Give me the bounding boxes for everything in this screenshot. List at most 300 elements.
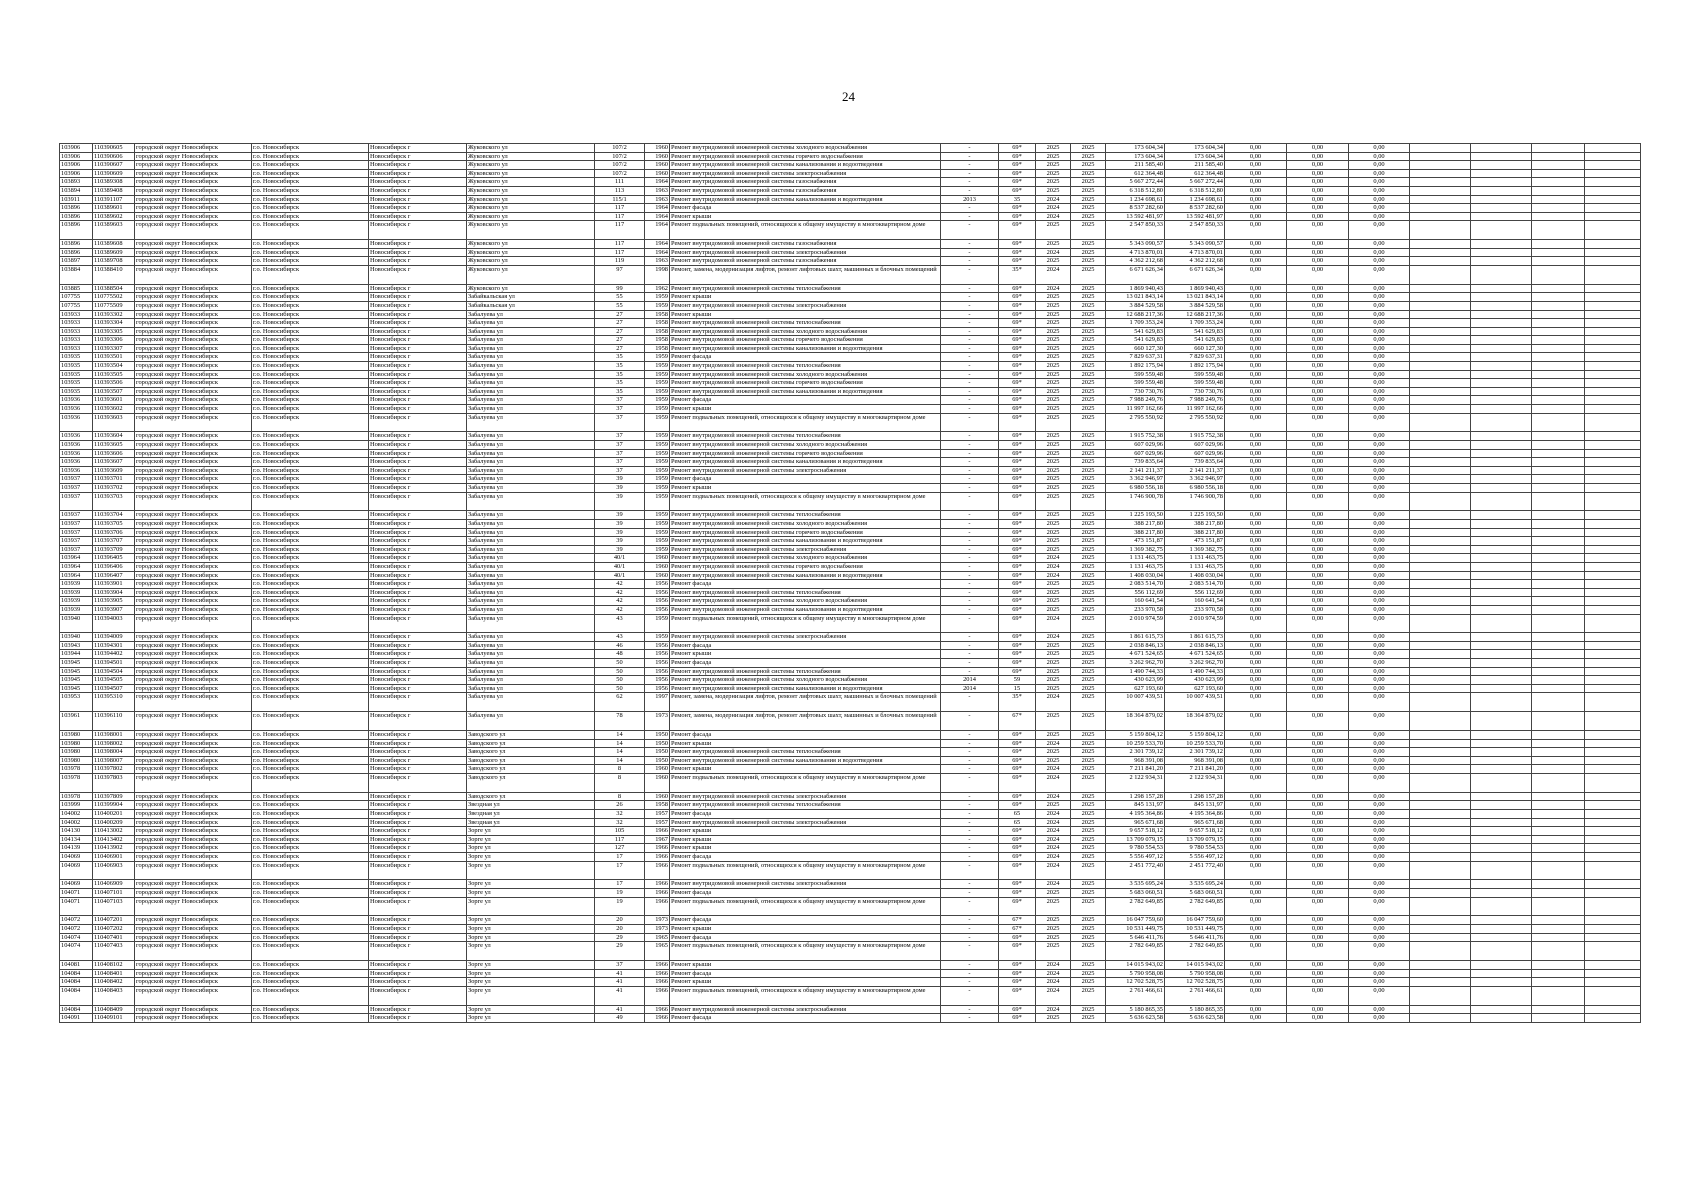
federal-cost-cell: 0,00 (1225, 588, 1287, 597)
work-type-cell: Ремонт фасада (670, 580, 941, 589)
table-row (60, 466, 1641, 475)
plan-year-cell: 2025 (1036, 916, 1071, 925)
extra-2-cell (1471, 336, 1532, 345)
street-cell: Забалуева ул (467, 344, 595, 353)
local-cost-cell: 0,00 (1349, 633, 1410, 642)
build-year-cell: 1966 (645, 897, 670, 916)
wear-percent-cell: 69* (999, 897, 1036, 916)
federal-cost-cell: 0,00 (1225, 633, 1287, 642)
municipality-cell: городской округ Новосибирск (135, 293, 252, 302)
house-number-cell: 27 (595, 327, 645, 336)
extra-4-cell (1585, 204, 1641, 213)
house-number-cell: 107/2 (595, 144, 645, 153)
federal-cost-cell: 0,00 (1225, 924, 1287, 933)
municipality-cell: городской округ Новосибирск (135, 667, 252, 676)
work-id-cell: 110393603 (93, 413, 135, 432)
extra-2-cell (1471, 152, 1532, 161)
table-row (60, 492, 1641, 511)
extra-2-cell (1471, 257, 1532, 266)
build-year-cell: 1956 (645, 597, 670, 606)
wear-percent-cell: 35* (999, 265, 1036, 284)
build-year-cell: 1959 (645, 413, 670, 432)
house-number-cell: 39 (595, 475, 645, 484)
extra-4-cell (1585, 916, 1641, 925)
municipality-cell: городской округ Новосибирск (135, 684, 252, 693)
work-type-cell: Ремонт, замена, модернизация лифтов, ремонт лифтовых шахт, машинных и блочных помещений (670, 265, 941, 284)
street-cell: Забалуева ул (467, 597, 595, 606)
house-id-cell: 103896 (60, 221, 93, 240)
work-id-cell: 110397809 (93, 792, 135, 801)
city-cell: Новосибирск г (369, 293, 467, 302)
table-row (60, 370, 1641, 379)
plan-year-cell: 2025 (1036, 597, 1071, 606)
municipality-cell: городской округ Новосибирск (135, 924, 252, 933)
extra-1-cell (1410, 432, 1471, 441)
work-id-cell: 110390607 (93, 161, 135, 170)
regional-cost-cell: 0,00 (1287, 519, 1349, 528)
regional-cost-cell: 0,00 (1287, 265, 1349, 284)
settlement-cell: г.о. Новосибирск (252, 257, 369, 266)
settlement-cell: г.о. Новосибирск (252, 212, 369, 221)
house-number-cell: 115/1 (595, 195, 645, 204)
house-id-cell: 103964 (60, 571, 93, 580)
house-number-cell: 40/1 (595, 562, 645, 571)
plan-year-end-cell: 2025 (1071, 370, 1106, 379)
federal-cost-cell: 0,00 (1225, 248, 1287, 257)
local-cost-cell: 0,00 (1349, 432, 1410, 441)
city-cell: Новосибирск г (369, 387, 467, 396)
build-year-cell: 1957 (645, 818, 670, 827)
extra-3-cell (1532, 240, 1585, 249)
regional-cost-cell: 0,00 (1287, 370, 1349, 379)
wear-percent-cell: 69* (999, 310, 1036, 319)
table-row (60, 195, 1641, 204)
house-id-cell: 103936 (60, 396, 93, 405)
extra-1-cell (1410, 396, 1471, 405)
city-cell: Новосибирск г (369, 818, 467, 827)
total-cost-cell: 627 193,60 (1106, 684, 1165, 693)
wear-percent-cell: 69* (999, 293, 1036, 302)
work-type-cell: Ремонт крыши (670, 844, 941, 853)
last-repair-year-cell: - (941, 152, 999, 161)
extra-4-cell (1585, 519, 1641, 528)
total-cost-cell: 388 217,80 (1106, 519, 1165, 528)
city-cell: Новосибирск г (369, 441, 467, 450)
build-year-cell: 1959 (645, 396, 670, 405)
extra-2-cell (1471, 571, 1532, 580)
build-year-cell: 1959 (645, 449, 670, 458)
work-type-cell: Ремонт внутридомовой инженерной системы теплоснабжения (670, 362, 941, 371)
wear-percent-cell: 67* (999, 924, 1036, 933)
municipality-cell: городской округ Новосибирск (135, 861, 252, 880)
municipality-cell: городской округ Новосибирск (135, 353, 252, 362)
last-repair-year-cell: - (941, 792, 999, 801)
local-cost-cell: 0,00 (1349, 554, 1410, 563)
extra-4-cell (1585, 466, 1641, 475)
house-id-cell: 104069 (60, 861, 93, 880)
table-row (60, 528, 1641, 537)
settlement-cell: г.о. Новосибирск (252, 960, 369, 969)
total-cost-cell: 5 180 865,35 (1106, 1005, 1165, 1014)
extra-3-cell (1532, 293, 1585, 302)
work-type-cell: Ремонт внутридомовой инженерной системы электроснабжения (670, 818, 941, 827)
work-id-cell: 110393601 (93, 396, 135, 405)
street-cell: Забалуева ул (467, 449, 595, 458)
local-cost-cell: 0,00 (1349, 511, 1410, 520)
settlement-cell: г.о. Новосибирск (252, 810, 369, 819)
city-cell: Новосибирск г (369, 748, 467, 757)
work-id-cell: 110413902 (93, 844, 135, 853)
extra-3-cell (1532, 396, 1585, 405)
extra-1-cell (1410, 449, 1471, 458)
wear-percent-cell: 69* (999, 396, 1036, 405)
regional-cost-cell: 0,00 (1287, 284, 1349, 293)
wear-percent-cell: 69* (999, 432, 1036, 441)
city-cell: Новосибирск г (369, 633, 467, 642)
municipality-cell: городской округ Новосибирск (135, 458, 252, 467)
work-id-cell: 110408102 (93, 960, 135, 969)
municipality-cell: городской округ Новосибирск (135, 152, 252, 161)
fund-cost-cell: 5 636 623,58 (1165, 1014, 1225, 1023)
city-cell: Новосибирск г (369, 933, 467, 942)
total-cost-cell: 2 782 649,85 (1106, 897, 1165, 916)
work-type-cell: Ремонт фасада (670, 475, 941, 484)
house-number-cell: 19 (595, 897, 645, 916)
plan-year-end-cell: 2025 (1071, 835, 1106, 844)
fund-cost-cell: 173 604,34 (1165, 144, 1225, 153)
house-id-cell: 104069 (60, 852, 93, 861)
extra-3-cell (1532, 387, 1585, 396)
federal-cost-cell: 0,00 (1225, 827, 1287, 836)
fund-cost-cell: 18 364 879,02 (1165, 712, 1225, 731)
municipality-cell: городской округ Новосибирск (135, 633, 252, 642)
plan-year-end-cell: 2025 (1071, 756, 1106, 765)
federal-cost-cell: 0,00 (1225, 240, 1287, 249)
plan-year-cell: 2024 (1036, 880, 1071, 889)
extra-3-cell (1532, 362, 1585, 371)
extra-2-cell (1471, 942, 1532, 961)
plan-year-cell: 2025 (1036, 641, 1071, 650)
extra-2-cell (1471, 327, 1532, 336)
city-cell: Новосибирск г (369, 405, 467, 414)
extra-4-cell (1585, 960, 1641, 969)
regional-cost-cell: 0,00 (1287, 344, 1349, 353)
work-type-cell: Ремонт фасада (670, 888, 941, 897)
city-cell: Новосибирск г (369, 537, 467, 546)
table-row (60, 362, 1641, 371)
municipality-cell: городской округ Новосибирск (135, 748, 252, 757)
last-repair-year-cell: - (941, 257, 999, 266)
extra-1-cell (1410, 835, 1471, 844)
federal-cost-cell: 0,00 (1225, 978, 1287, 987)
wear-percent-cell: 69* (999, 1014, 1036, 1023)
extra-2-cell (1471, 413, 1532, 432)
city-cell: Новосибирск г (369, 986, 467, 1005)
house-number-cell: 37 (595, 396, 645, 405)
settlement-cell: г.о. Новосибирск (252, 344, 369, 353)
fund-cost-cell: 1 369 382,75 (1165, 545, 1225, 554)
extra-4-cell (1585, 537, 1641, 546)
extra-3-cell (1532, 614, 1585, 633)
local-cost-cell: 0,00 (1349, 327, 1410, 336)
fund-cost-cell: 7 829 637,31 (1165, 353, 1225, 362)
fund-cost-cell: 10 259 533,70 (1165, 739, 1225, 748)
table-row (60, 835, 1641, 844)
settlement-cell: г.о. Новосибирск (252, 284, 369, 293)
build-year-cell: 1963 (645, 195, 670, 204)
house-id-cell: 103897 (60, 257, 93, 266)
total-cost-cell: 14 015 943,02 (1106, 960, 1165, 969)
municipality-cell: городской округ Новосибирск (135, 880, 252, 889)
house-id-cell: 103884 (60, 265, 93, 284)
local-cost-cell: 0,00 (1349, 712, 1410, 731)
street-cell: Забалуева ул (467, 659, 595, 668)
local-cost-cell: 0,00 (1349, 458, 1410, 467)
plan-year-cell: 2024 (1036, 554, 1071, 563)
settlement-cell: г.о. Новосибирск (252, 195, 369, 204)
local-cost-cell: 0,00 (1349, 212, 1410, 221)
extra-3-cell (1532, 492, 1585, 511)
build-year-cell: 1959 (645, 528, 670, 537)
extra-1-cell (1410, 667, 1471, 676)
build-year-cell: 1965 (645, 942, 670, 961)
street-cell: Зорге ул (467, 835, 595, 844)
build-year-cell: 1959 (645, 492, 670, 511)
federal-cost-cell: 0,00 (1225, 221, 1287, 240)
build-year-cell: 1957 (645, 810, 670, 819)
wear-percent-cell: 69* (999, 353, 1036, 362)
street-cell: Зорге ул (467, 916, 595, 925)
wear-percent-cell: 69* (999, 492, 1036, 511)
build-year-cell: 1959 (645, 633, 670, 642)
plan-year-end-cell: 2025 (1071, 379, 1106, 388)
work-type-cell: Ремонт внутридомовой инженерной системы холодного водоснабжения (670, 597, 941, 606)
street-cell: Забалуева ул (467, 614, 595, 633)
total-cost-cell: 5 667 272,44 (1106, 178, 1165, 187)
last-repair-year-cell: - (941, 511, 999, 520)
municipality-cell: городской округ Новосибирск (135, 362, 252, 371)
work-id-cell: 110400201 (93, 810, 135, 819)
work-type-cell: Ремонт внутридомовой инженерной системы электроснабжения (670, 248, 941, 257)
extra-2-cell (1471, 545, 1532, 554)
table-row (60, 614, 1641, 633)
build-year-cell: 1963 (645, 186, 670, 195)
wear-percent-cell: 69* (999, 240, 1036, 249)
federal-cost-cell: 0,00 (1225, 986, 1287, 1005)
street-cell: Забалуева ул (467, 528, 595, 537)
work-type-cell: Ремонт крыши (670, 835, 941, 844)
total-cost-cell: 211 585,40 (1106, 161, 1165, 170)
regional-cost-cell: 0,00 (1287, 492, 1349, 511)
house-number-cell: 55 (595, 301, 645, 310)
work-id-cell: 110398002 (93, 739, 135, 748)
work-type-cell: Ремонт внутридомовой инженерной системы электроснабжения (670, 792, 941, 801)
extra-4-cell (1585, 924, 1641, 933)
city-cell: Новосибирск г (369, 413, 467, 432)
fund-cost-cell: 1 869 940,43 (1165, 284, 1225, 293)
settlement-cell: г.о. Новосибирск (252, 310, 369, 319)
local-cost-cell: 0,00 (1349, 562, 1410, 571)
total-cost-cell: 599 559,48 (1106, 379, 1165, 388)
build-year-cell: 1973 (645, 712, 670, 731)
table-row (60, 659, 1641, 668)
last-repair-year-cell: - (941, 161, 999, 170)
house-number-cell: 29 (595, 942, 645, 961)
local-cost-cell: 0,00 (1349, 144, 1410, 153)
extra-3-cell (1532, 605, 1585, 614)
fund-cost-cell: 1 298 157,28 (1165, 792, 1225, 801)
house-number-cell: 27 (595, 344, 645, 353)
table-row (60, 852, 1641, 861)
municipality-cell: городской округ Новосибирск (135, 810, 252, 819)
build-year-cell: 1959 (645, 537, 670, 546)
extra-4-cell (1585, 212, 1641, 221)
local-cost-cell: 0,00 (1349, 774, 1410, 793)
street-cell: Забалуева ул (467, 405, 595, 414)
settlement-cell: г.о. Новосибирск (252, 483, 369, 492)
plan-year-end-cell: 2025 (1071, 240, 1106, 249)
fund-cost-cell: 10 007 439,51 (1165, 693, 1225, 712)
table-row (60, 580, 1641, 589)
work-id-cell: 110393506 (93, 379, 135, 388)
work-type-cell: Ремонт подвальных помещений, относящихся к общему имуществу в многоквартирном доме (670, 413, 941, 432)
last-repair-year-cell: - (941, 319, 999, 328)
municipality-cell: городской округ Новосибирск (135, 650, 252, 659)
house-id-cell: 103937 (60, 483, 93, 492)
extra-1-cell (1410, 916, 1471, 925)
settlement-cell: г.о. Новосибирск (252, 765, 369, 774)
house-number-cell: 43 (595, 614, 645, 633)
extra-2-cell (1471, 835, 1532, 844)
extra-3-cell (1532, 801, 1585, 810)
last-repair-year-cell: - (941, 810, 999, 819)
work-id-cell: 110408401 (93, 969, 135, 978)
local-cost-cell: 0,00 (1349, 801, 1410, 810)
extra-3-cell (1532, 1005, 1585, 1014)
settlement-cell: г.о. Новосибирск (252, 370, 369, 379)
extra-1-cell (1410, 537, 1471, 546)
street-cell: Жуковского ул (467, 248, 595, 257)
table-row (60, 441, 1641, 450)
regional-cost-cell: 0,00 (1287, 379, 1349, 388)
street-cell: Зорге ул (467, 942, 595, 961)
work-type-cell: Ремонт внутридомовой инженерной системы электроснабжения (670, 169, 941, 178)
regional-cost-cell: 0,00 (1287, 161, 1349, 170)
plan-year-end-cell: 2025 (1071, 204, 1106, 213)
extra-4-cell (1585, 693, 1641, 712)
municipality-cell: городской округ Новосибирск (135, 916, 252, 925)
extra-4-cell (1585, 554, 1641, 563)
fund-cost-cell: 4 362 212,68 (1165, 257, 1225, 266)
house-number-cell: 105 (595, 827, 645, 836)
work-id-cell: 110390609 (93, 169, 135, 178)
work-type-cell: Ремонт крыши (670, 310, 941, 319)
house-id-cell: 103937 (60, 492, 93, 511)
last-repair-year-cell: - (941, 144, 999, 153)
build-year-cell: 1959 (645, 362, 670, 371)
plan-year-cell: 2025 (1036, 748, 1071, 757)
regional-cost-cell: 0,00 (1287, 458, 1349, 467)
plan-year-end-cell: 2025 (1071, 519, 1106, 528)
wear-percent-cell: 69* (999, 756, 1036, 765)
total-cost-cell: 388 217,80 (1106, 528, 1165, 537)
table-row (60, 144, 1641, 153)
house-id-cell: 103933 (60, 344, 93, 353)
house-number-cell: 42 (595, 580, 645, 589)
regional-cost-cell: 0,00 (1287, 880, 1349, 889)
wear-percent-cell: 59 (999, 676, 1036, 685)
extra-3-cell (1532, 186, 1585, 195)
local-cost-cell: 0,00 (1349, 739, 1410, 748)
plan-year-cell: 2025 (1036, 537, 1071, 546)
extra-1-cell (1410, 650, 1471, 659)
plan-year-cell: 2025 (1036, 413, 1071, 432)
total-cost-cell: 10 531 449,75 (1106, 924, 1165, 933)
wear-percent-cell: 69* (999, 212, 1036, 221)
house-number-cell: 27 (595, 319, 645, 328)
table-row (60, 633, 1641, 642)
house-number-cell: 20 (595, 916, 645, 925)
total-cost-cell: 1 709 353,24 (1106, 319, 1165, 328)
fund-cost-cell: 3 262 962,70 (1165, 659, 1225, 668)
house-number-cell: 39 (595, 492, 645, 511)
house-number-cell: 42 (595, 605, 645, 614)
street-cell: Забалуева ул (467, 458, 595, 467)
build-year-cell: 1959 (645, 387, 670, 396)
wear-percent-cell: 69* (999, 827, 1036, 836)
extra-3-cell (1532, 178, 1585, 187)
fund-cost-cell: 430 623,99 (1165, 676, 1225, 685)
wear-percent-cell: 69* (999, 580, 1036, 589)
wear-percent-cell: 69* (999, 458, 1036, 467)
extra-1-cell (1410, 933, 1471, 942)
table-row (60, 667, 1641, 676)
plan-year-cell: 2024 (1036, 739, 1071, 748)
house-id-cell: 103936 (60, 449, 93, 458)
local-cost-cell: 0,00 (1349, 792, 1410, 801)
regional-cost-cell: 0,00 (1287, 562, 1349, 571)
total-cost-cell: 2 122 934,31 (1106, 774, 1165, 793)
federal-cost-cell: 0,00 (1225, 144, 1287, 153)
last-repair-year-cell: - (941, 310, 999, 319)
municipality-cell: городской округ Новосибирск (135, 319, 252, 328)
plan-year-cell: 2024 (1036, 827, 1071, 836)
fund-cost-cell: 2 782 649,85 (1165, 897, 1225, 916)
work-type-cell: Ремонт крыши (670, 650, 941, 659)
wear-percent-cell: 69* (999, 413, 1036, 432)
extra-4-cell (1585, 731, 1641, 740)
extra-1-cell (1410, 240, 1471, 249)
city-cell: Новосибирск г (369, 978, 467, 987)
table-row (60, 684, 1641, 693)
extra-2-cell (1471, 537, 1532, 546)
extra-2-cell (1471, 801, 1532, 810)
federal-cost-cell: 0,00 (1225, 844, 1287, 853)
wear-percent-cell: 69* (999, 221, 1036, 240)
extra-1-cell (1410, 483, 1471, 492)
extra-1-cell (1410, 888, 1471, 897)
plan-year-end-cell: 2025 (1071, 387, 1106, 396)
settlement-cell: г.о. Новосибирск (252, 413, 369, 432)
last-repair-year-cell: - (941, 748, 999, 757)
house-id-cell: 103978 (60, 765, 93, 774)
plan-year-cell: 2025 (1036, 519, 1071, 528)
fund-cost-cell: 1 408 030,04 (1165, 571, 1225, 580)
plan-year-cell: 2025 (1036, 405, 1071, 414)
wear-percent-cell: 69* (999, 519, 1036, 528)
extra-2-cell (1471, 204, 1532, 213)
last-repair-year-cell: - (941, 650, 999, 659)
